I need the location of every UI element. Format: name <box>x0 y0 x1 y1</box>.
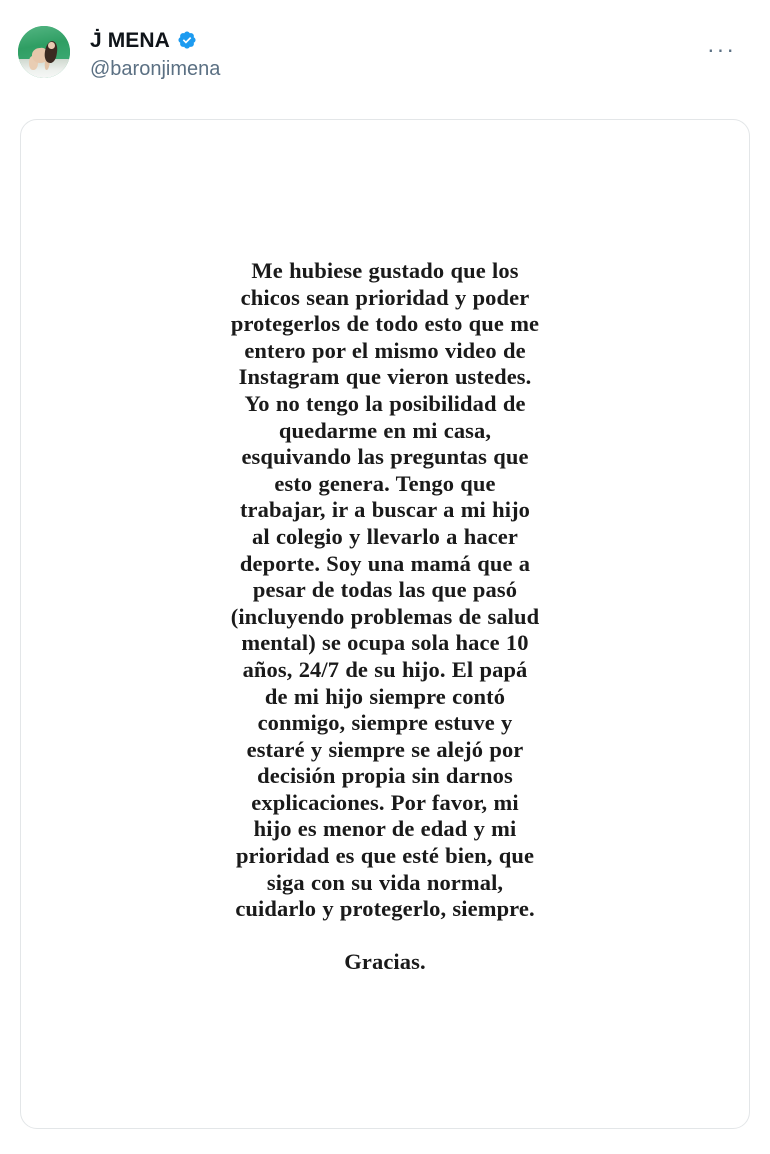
avatar[interactable] <box>18 26 70 78</box>
statement-paragraph-2: Yo no tengo la posibilidad de quedarme en mi casa, esquivando las preguntas que esto genera. Tengo que trabajar, ir a buscar a mi hijo al colegio y llevarlo a hacer deporte. Soy una mamá que a pesar de todas las que pasó (incluyendo problemas de salud mental) se ocupa sola hace 10 años, 24/7 de su hijo. El papá de mi hijo siempre contó conmigo, siempre estuve y estaré y siempre se alejó por decisión propia sin darnos explicaciones. Por favor, mi hijo es menor de edad y mi prioridad es que esté bien, que siga con su vida normal, cuidarlo y protegerlo, siempre. <box>230 390 540 922</box>
statement-text-block <box>230 258 540 976</box>
author-handle[interactable]: @baronjimena <box>90 58 221 80</box>
author-display-name[interactable]: J̇ MENA <box>90 28 170 52</box>
statement-paragraph-3: Gracias. <box>344 949 426 975</box>
more-options-icon[interactable]: ··· <box>707 36 736 62</box>
statement-card[interactable] <box>20 119 750 1129</box>
statement-paragraph-1: Me hubiese gustado que los chicos sean prioridad y poder protegerlos de todo esto que me entero por el mismo video de Instagram que vieron ustedes. <box>230 258 540 390</box>
tweet-header <box>0 0 770 108</box>
author-name-row <box>90 27 220 53</box>
author-identity <box>90 26 220 81</box>
verified-badge-icon <box>177 30 197 50</box>
